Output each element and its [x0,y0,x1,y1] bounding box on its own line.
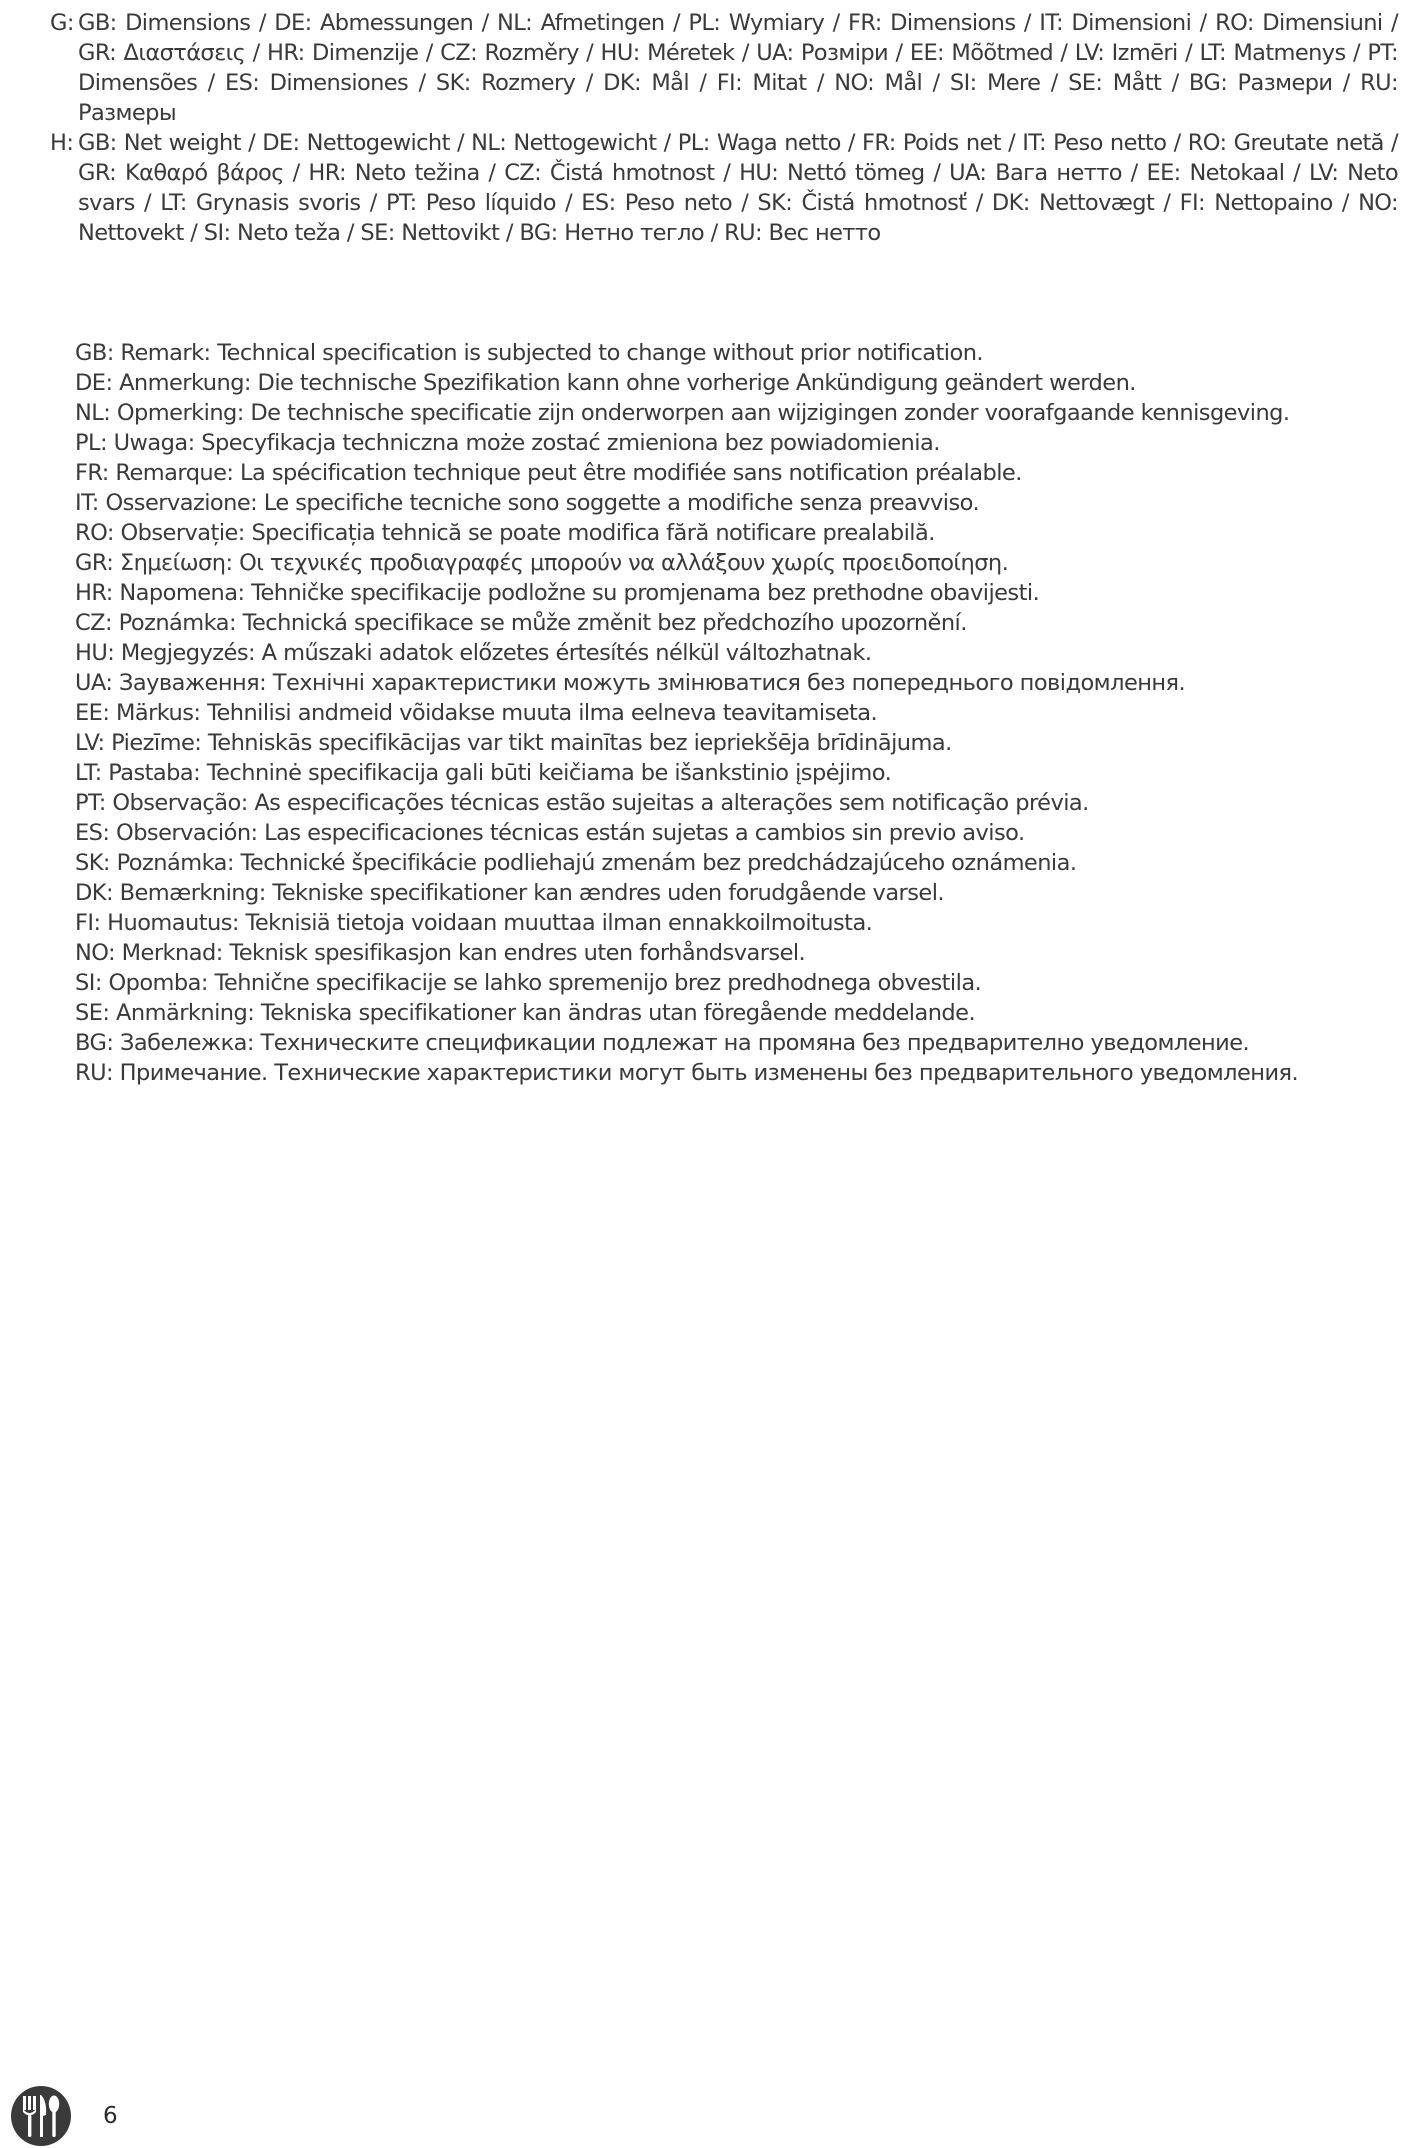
definition-letter: H: [50,130,74,156]
remark-bg: BG: Забележка: Техническите спецификации подлежат на промяна без предварително уведомление. [75,1030,1250,1056]
remarks-list [75,338,1375,1088]
remark-cz: CZ: Poznámka: Technická specifikace se může změnit bez předchozího upozornění. [75,610,967,636]
remark-de: DE: Anmerkung: Die technische Spezifikation kann ohne vorherige Ankündigung geändert werden. [75,370,1136,396]
remark-fi: FI: Huomautus: Teknisiä tietoja voidaan muuttaa ilman ennakkoilmoitusta. [75,910,873,936]
remark-no: NO: Merknad: Teknisk spesifikasjon kan endres uten forhåndsvarsel. [75,940,806,966]
remark-lv: LV: Piezīme: Tehniskās specifikācijas var tikt mainītas bez iepriekšēja brīdinājuma. [75,730,952,756]
remark-sk: SK: Poznámka: Technické špecifikácie podliehajú zmenám bez predchádzajúceho oznámenia. [75,850,1077,876]
remark-hu: HU: Megjegyzés: A műszaki adatok előzetes értesítés nélkül változhatnak. [75,640,872,666]
remark-ro: RO: Observație: Specificația tehnică se poate modifica fără notificare prealabilă. [75,520,935,546]
remark-nl: NL: Opmerking: De technische specificatie zijn onderworpen aan wijzigingen zonder voorafgaande kennisgeving. [75,400,1290,426]
cutlery-logo-icon [10,2085,72,2147]
remark-ru: RU: Примечание. Технические характеристики могут быть изменены без предварительного уведомления. [75,1060,1299,1086]
remark-gr: GR: Σημείωση: Οι τεχνικές προδιαγραφές μπορούν να αλλάξουν χωρίς προειδοποίηση. [75,550,1009,576]
remark-es: ES: Observación: Las especificaciones técnicas están sujetas a cambios sin previo aviso. [75,820,1025,846]
definition-text: GB: Dimensions / DE: Abmessungen / NL: Afmetingen / PL: Wymiary / FR: Dimensions / IT: Dimensioni / RO: Dimensiuni / GR: Διαστάσεις / HR: Dimenzije / CZ: Rozměry / HU: Méretek / UA: Розміри / EE: Mõõtmed / LV: Izmēri / LT: Matmenys / PT: Dimensões / ES: Dimensiones / SK: Rozmery / DK: Mål / FI: Mitat / NO: Mål / SI: Mere / SE: Mått / BG: Размери / RU: Размеры [78,10,1398,126]
remark-it: IT: Osservazione: Le specifiche tecniche sono soggette a modifiche senza preavviso. [75,490,980,516]
remark-si: SI: Opomba: Tehnične specifikacije se lahko spremenijo brez predhodnega obvestila. [75,970,982,996]
remark-lt: LT: Pastaba: Techninė specifikacija gali būti keičiama be išankstinio įspėjimo. [75,760,892,786]
remark-fr: FR: Remarque: La spécification technique peut être modifiée sans notification préalable. [75,460,1022,486]
remark-se: SE: Anmärkning: Tekniska specifikationer kan ändras utan föregående meddelande. [75,1000,976,1026]
page-number: 6 [103,2103,118,2129]
remark-gb: GB: Remark: Technical specification is subjected to change without prior notification. [75,340,984,366]
definition-h [50,128,1398,248]
remark-ua: UA: Зауваження: Технічні характеристики можуть змінюватися без попереднього повідомлення. [75,670,1186,696]
remark-hr: HR: Napomena: Tehničke specifikacije podložne su promjenama bez prethodne obavijesti. [75,580,1040,606]
definition-text: GB: Net weight / DE: Nettogewicht / NL: Nettogewicht / PL: Waga netto / FR: Poids net / IT: Peso netto / RO: Greutate netă / GR: Καθαρό βάρος / HR: Neto težina / CZ: Čistá hmotnost / HU: Nettó tömeg / UA: Вага нетто / EE: Netokaal / LV: Neto svars / LT: Grynasis svoris / PT: Peso líquido / ES: Peso neto / SK: Čistá hmotnosť / DK: Nettovægt / FI: Nettopaino / NO: Nettovekt / SI: Neto teža / SE: Nettovikt / BG: Нетно тегло / RU: Вес нетто [78,130,1398,246]
remark-pl: PL: Uwaga: Specyfikacja techniczna może zostać zmieniona bez powiadomienia. [75,430,940,456]
page-footer [10,2085,210,2145]
definition-g [50,8,1398,128]
remark-ee: EE: Märkus: Tehnilisi andmeid võidakse muuta ilma eelneva teavitamiseta. [75,700,878,726]
definition-letter: G: [50,10,74,36]
remark-pt: PT: Observação: As especificações técnicas estão sujeitas a alterações sem notificação prévia. [75,790,1089,816]
remark-dk: DK: Bemærkning: Tekniske specifikationer kan ændres uden forudgående varsel. [75,880,945,906]
